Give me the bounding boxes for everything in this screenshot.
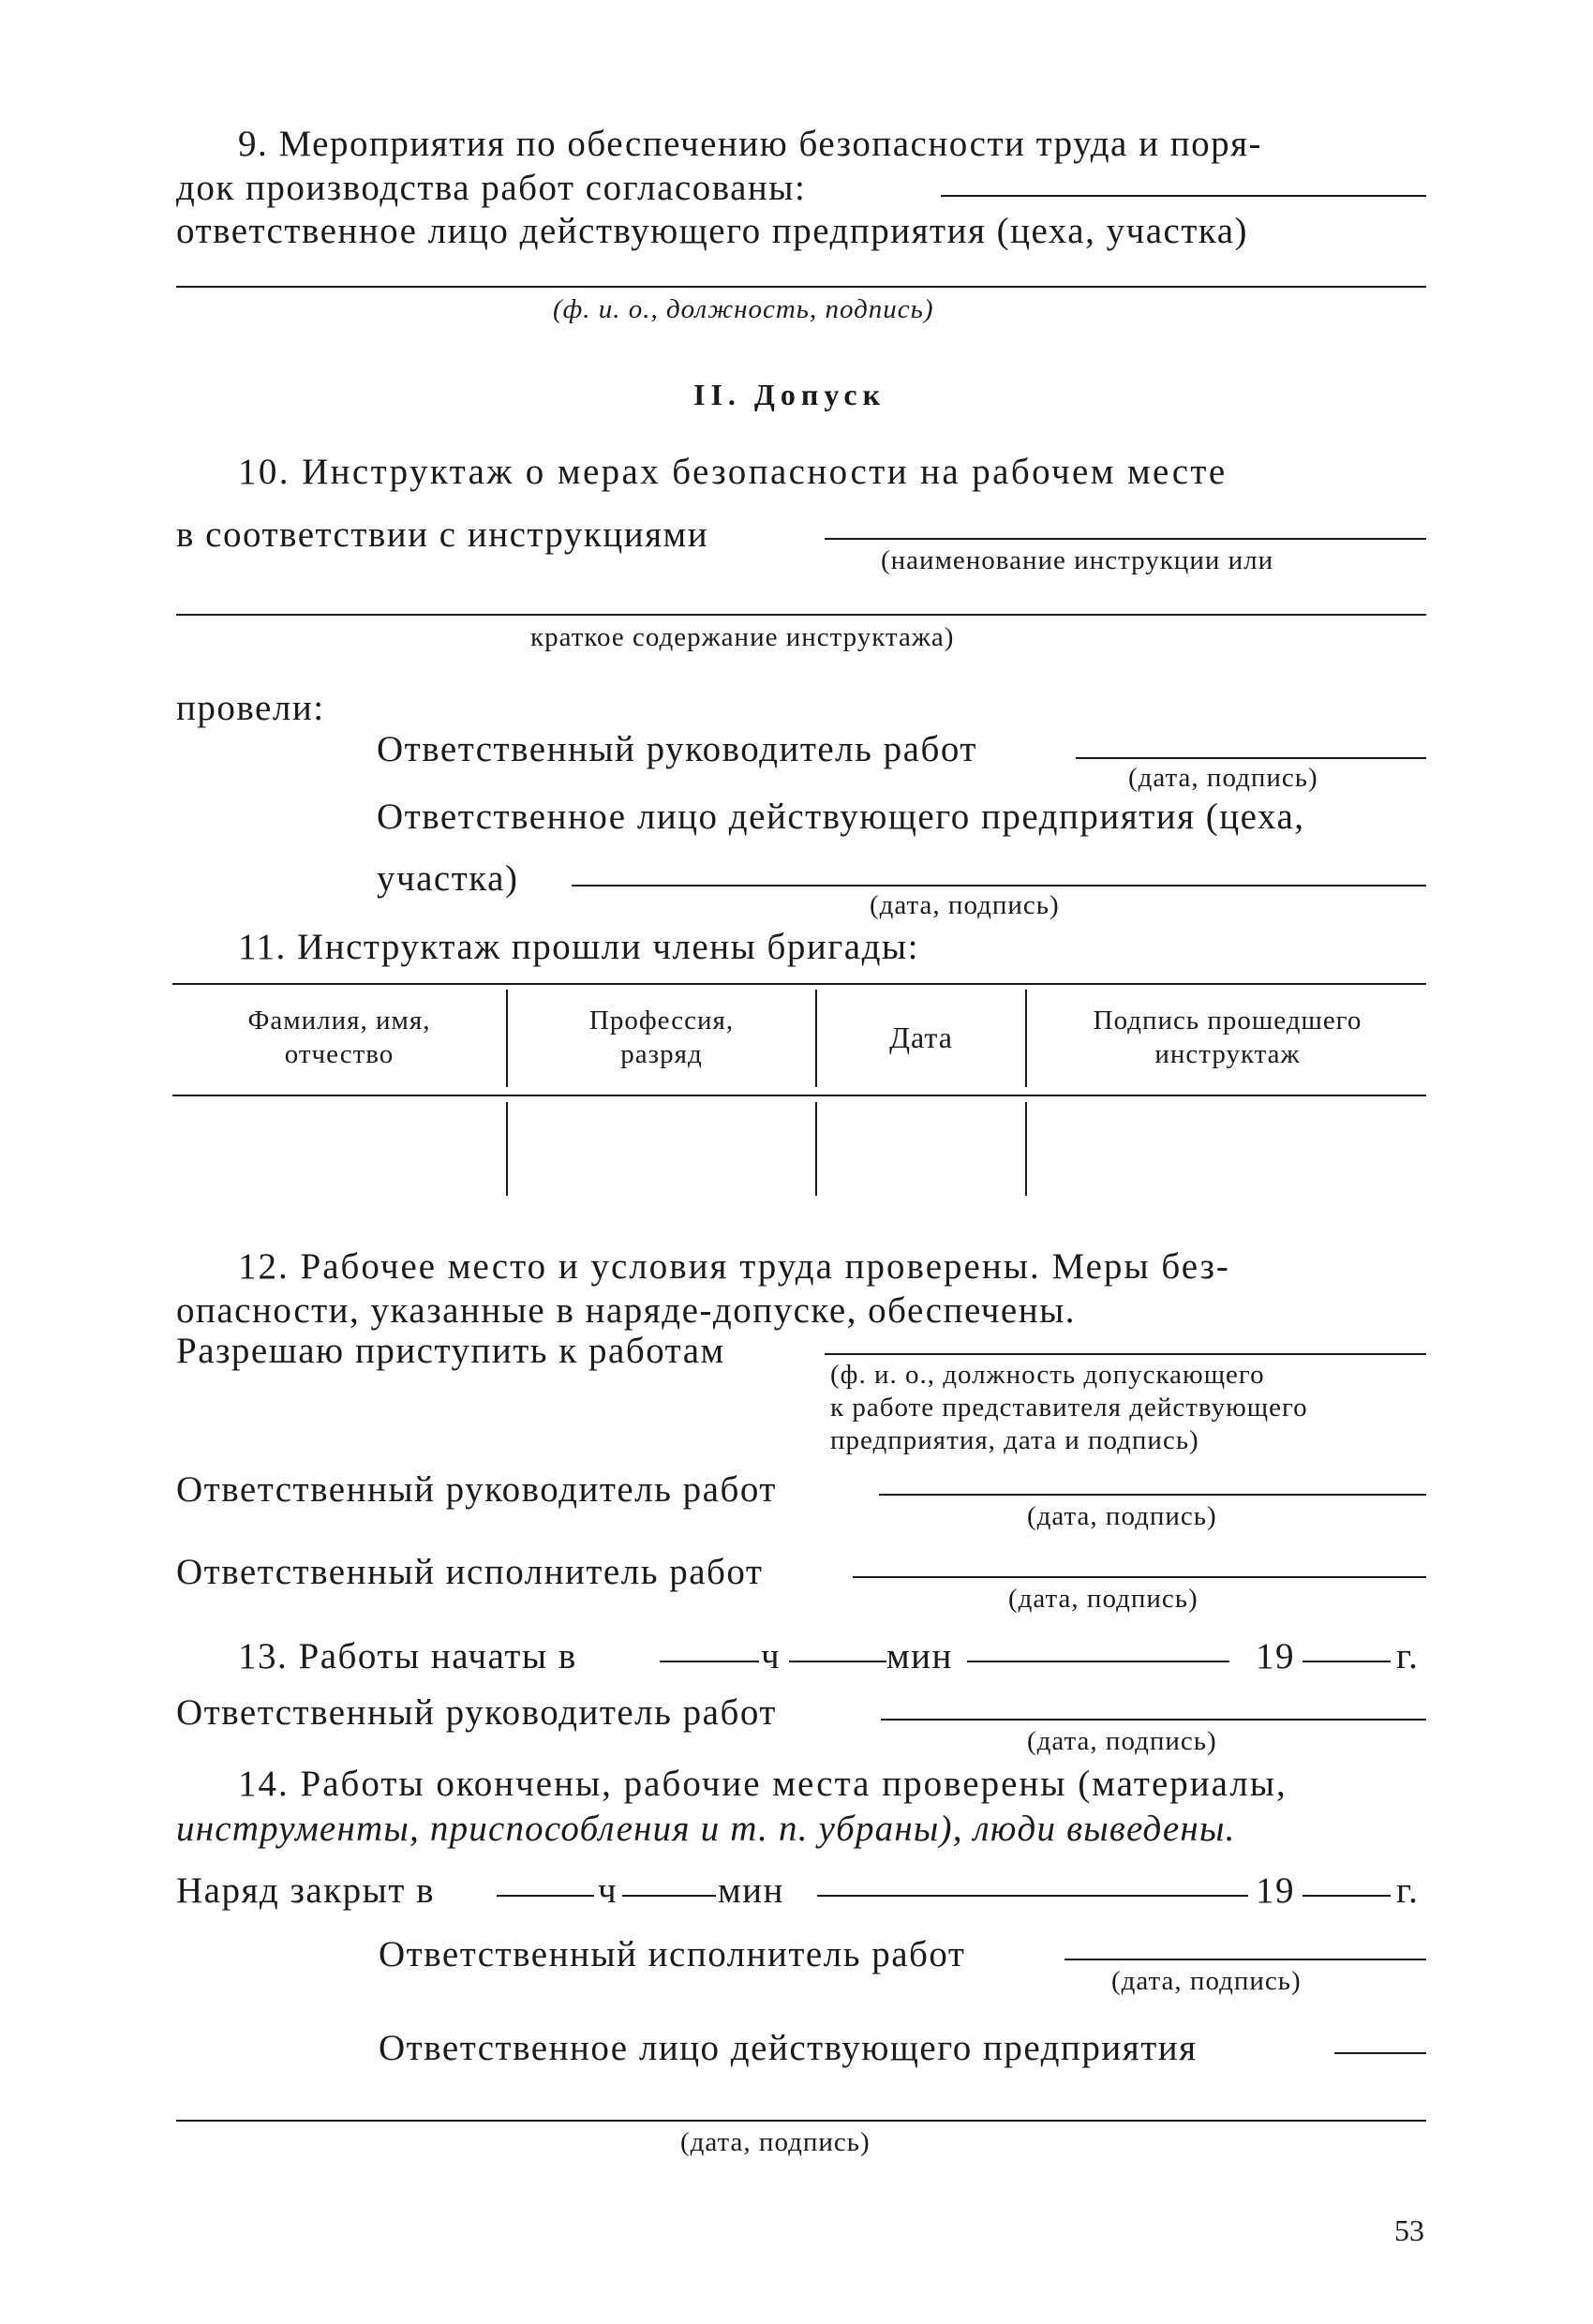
- table-col-divider-3: [1025, 990, 1027, 1087]
- item12-leader-label: Ответственный руководитель работ: [176, 1469, 777, 1510]
- table-header-profession: Профессия, разряд: [588, 1006, 735, 1069]
- item9-signature-line: [176, 286, 1426, 288]
- table-header-name: Фамилия, имя, отчество: [247, 1006, 431, 1069]
- item14-enterprise-short-line: [1334, 2052, 1426, 2054]
- table-header-rule: [172, 1095, 1426, 1096]
- item12-caption1: (ф. и. о., должность допускающего: [830, 1360, 1265, 1390]
- item12-executor-line: [853, 1576, 1426, 1578]
- table-body-divider-2: [815, 1102, 817, 1196]
- item10-enterprise-line1: Ответственное лицо действующего предприятия (цеха,: [377, 797, 1305, 837]
- item10-leader-label: Ответственный руководитель работ: [377, 729, 977, 769]
- item10-enterprise-line: [572, 885, 1426, 886]
- table-col-divider-2: [815, 990, 817, 1087]
- item9-fill-line: [941, 195, 1426, 197]
- item14-executor-line: [1064, 1959, 1426, 1960]
- item9-line3: ответственное лицо действующего предприятия (цеха, участка): [176, 211, 1249, 251]
- item12-line2: опасности, указанные в наряде-допуске, обеспечены.: [176, 1290, 1077, 1331]
- table-body-divider-1: [506, 1102, 508, 1196]
- item13-year: 19: [1256, 1636, 1295, 1676]
- item14-line1: 14. Работы окончены, рабочие места проверены (материалы,: [238, 1764, 1288, 1804]
- item12-caption2: к работе представителя действующего: [830, 1393, 1308, 1423]
- item13-hours-label: ч: [761, 1636, 782, 1676]
- item12-executor-caption: (дата, подпись): [1008, 1584, 1198, 1614]
- item14-date-line: [817, 1895, 1248, 1897]
- item10-line1: 10. Инструктаж о мерах безопасности на рабочем месте: [238, 452, 1228, 492]
- item14-year-line: [1303, 1895, 1391, 1897]
- item13-leader-line: [881, 1719, 1426, 1721]
- item12-executor-label: Ответственный исполнитель работ: [176, 1552, 764, 1592]
- item13-leader-caption: (дата, подпись): [1027, 1726, 1217, 1756]
- item13-hours-line: [660, 1661, 759, 1662]
- item14-enterprise-label: Ответственное лицо действующего предприятия: [379, 2028, 1198, 2068]
- section-title: II. Допуск: [693, 378, 886, 411]
- table-header-date: Дата: [889, 1020, 953, 1054]
- page-number: 53: [1394, 2213, 1424, 2247]
- item14-closed: Наряд закрыт в: [176, 1870, 436, 1911]
- item12-line1: 12. Рабочее место и условия труда проверены. Меры без-: [238, 1246, 1230, 1287]
- item10-leader-caption: (дата, подпись): [1128, 763, 1318, 793]
- item10-leader-line: [1076, 757, 1426, 759]
- item12-permit-line: [825, 1353, 1426, 1355]
- item13-year-suffix: г.: [1396, 1636, 1420, 1676]
- item14-enterprise-line: [176, 2120, 1426, 2122]
- item10-enterprise-caption: (дата, подпись): [870, 890, 1060, 920]
- item14-year: 19: [1256, 1870, 1295, 1911]
- item10-enterprise-line2: участка): [377, 858, 519, 899]
- item9-line1: 9. Мероприятия по обеспечению безопасности труда и поря-: [238, 124, 1263, 164]
- table-col-divider-1: [506, 990, 508, 1087]
- item13-leader-label: Ответственный руководитель работ: [176, 1692, 777, 1733]
- item10-conducted: провели:: [176, 688, 325, 728]
- item14-hours-line: [497, 1895, 594, 1897]
- item12-leader-caption: (дата, подпись): [1027, 1501, 1217, 1531]
- item14-minutes-line: [622, 1895, 716, 1897]
- item13-minutes-line: [789, 1661, 886, 1662]
- item10-instruction-line: [825, 538, 1426, 540]
- item14-hours-label: ч: [598, 1870, 618, 1911]
- item11-title: 11. Инструктаж прошли члены бригады:: [238, 927, 919, 967]
- item10-summary-line: [176, 614, 1426, 616]
- item10-caption2: краткое содержание инструктажа): [530, 622, 955, 652]
- item14-minutes-label: мин: [718, 1870, 784, 1911]
- item14-executor-label: Ответственный исполнитель работ: [379, 1934, 966, 1974]
- item12-caption3: предприятия, дата и подпись): [830, 1425, 1199, 1455]
- item13-year-line: [1303, 1661, 1391, 1662]
- item12-line3: Разрешаю приступить к работам: [176, 1331, 725, 1371]
- item9-caption: (ф. и. о., должность, подпись): [553, 294, 934, 324]
- item14-enterprise-caption: (дата, подпись): [680, 2127, 871, 2157]
- item10-line2: в соответствии с инструкциями: [176, 514, 709, 555]
- item9-line2: док производства работ согласованы:: [176, 168, 807, 208]
- item14-executor-caption: (дата, подпись): [1111, 1966, 1302, 1996]
- item14-year-suffix: г.: [1396, 1870, 1420, 1911]
- item10-caption1: (наименование инструкции или: [881, 545, 1274, 575]
- table-body-divider-3: [1025, 1102, 1027, 1196]
- item13-started: 13. Работы начаты в: [238, 1636, 577, 1676]
- table-top-rule: [172, 983, 1426, 985]
- item13-minutes-label: мин: [886, 1636, 953, 1676]
- item13-date-line: [967, 1661, 1229, 1662]
- table-header-signature: Подпись прошедшего инструктаж: [1093, 1006, 1362, 1069]
- item14-line2: инструменты, приспособления и т. п. убраны), люди выведены.: [176, 1809, 1236, 1849]
- item12-leader-line: [879, 1494, 1426, 1496]
